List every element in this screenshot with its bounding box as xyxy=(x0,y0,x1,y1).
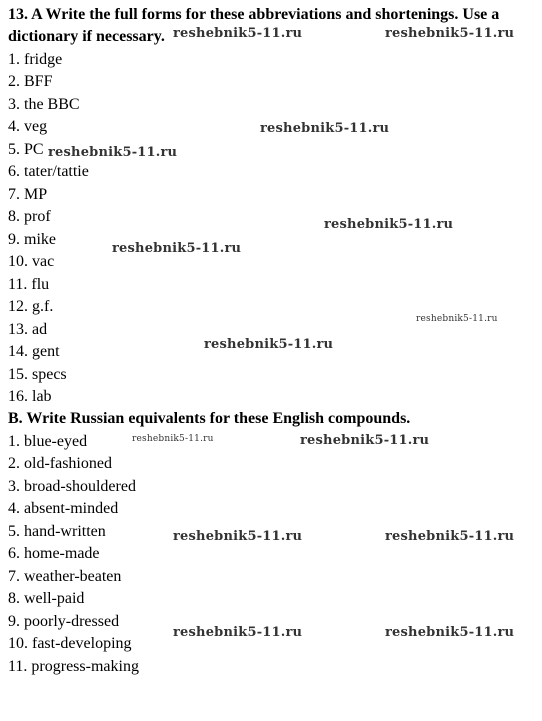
section-a-item: 10. vac xyxy=(8,253,55,270)
watermark: reshebnik5-11.ru xyxy=(132,434,214,444)
section-b-item: 5. hand-written xyxy=(8,523,106,540)
section-a-item: 2. BFF xyxy=(8,73,53,90)
section-a-heading-line2: dictionary if necessary. xyxy=(8,28,165,45)
section-b-item: 3. broad-shouldered xyxy=(8,478,136,495)
section-a-item: 6. tater/tattie xyxy=(8,163,89,180)
section-a-item: 9. mike xyxy=(8,231,56,248)
watermark: reshebnik5-11.ru xyxy=(324,217,454,232)
section-b-item: 2. old-fashioned xyxy=(8,455,112,472)
watermark: reshebnik5-11.ru xyxy=(173,625,303,640)
section-b-item: 4. absent-minded xyxy=(8,500,119,517)
section-b-item: 1. blue-eyed xyxy=(8,433,88,450)
section-a-item: 14. gent xyxy=(8,343,60,360)
section-a-item: 11. flu xyxy=(8,276,50,293)
section-b-item: 7. weather-beaten xyxy=(8,568,122,585)
section-a-heading-line1: 13. A Write the full forms for these abbreviations and shortenings. Use a xyxy=(8,6,500,23)
section-b-item: 6. home-made xyxy=(8,545,100,562)
watermark: reshebnik5-11.ru xyxy=(416,314,498,324)
section-a-item: 4. veg xyxy=(8,118,48,135)
section-a-item: 15. specs xyxy=(8,366,67,383)
watermark: reshebnik5-11.ru xyxy=(385,26,515,41)
section-a-item: 1. fridge xyxy=(8,51,63,68)
watermark: reshebnik5-11.ru xyxy=(385,625,515,640)
section-b-heading: B. Write Russian equivalents for these English compounds. xyxy=(8,410,411,427)
watermark: reshebnik5-11.ru xyxy=(204,337,334,352)
section-a-item: 8. prof xyxy=(8,208,51,225)
section-b-item: 10. fast-developing xyxy=(8,635,132,652)
watermark: reshebnik5-11.ru xyxy=(300,433,430,448)
section-b-item: 9. poorly-dressed xyxy=(8,613,120,630)
section-a-item: 16. lab xyxy=(8,388,52,405)
section-a-item: 13. ad xyxy=(8,321,48,338)
watermark: reshebnik5-11.ru xyxy=(112,241,242,256)
section-a-item: 5. PC xyxy=(8,141,44,158)
section-a-item: 12. g.f. xyxy=(8,298,54,315)
section-b-item: 11. progress-making xyxy=(8,658,139,675)
section-b-item: 8. well-paid xyxy=(8,590,85,607)
watermark: reshebnik5-11.ru xyxy=(173,529,303,544)
watermark: reshebnik5-11.ru xyxy=(385,529,515,544)
section-a-item: 3. the BBC xyxy=(8,96,80,113)
watermark: reshebnik5-11.ru xyxy=(48,145,178,160)
watermark: reshebnik5-11.ru xyxy=(260,121,390,136)
section-a-item: 7. MP xyxy=(8,186,48,203)
watermark: reshebnik5-11.ru xyxy=(173,26,303,41)
